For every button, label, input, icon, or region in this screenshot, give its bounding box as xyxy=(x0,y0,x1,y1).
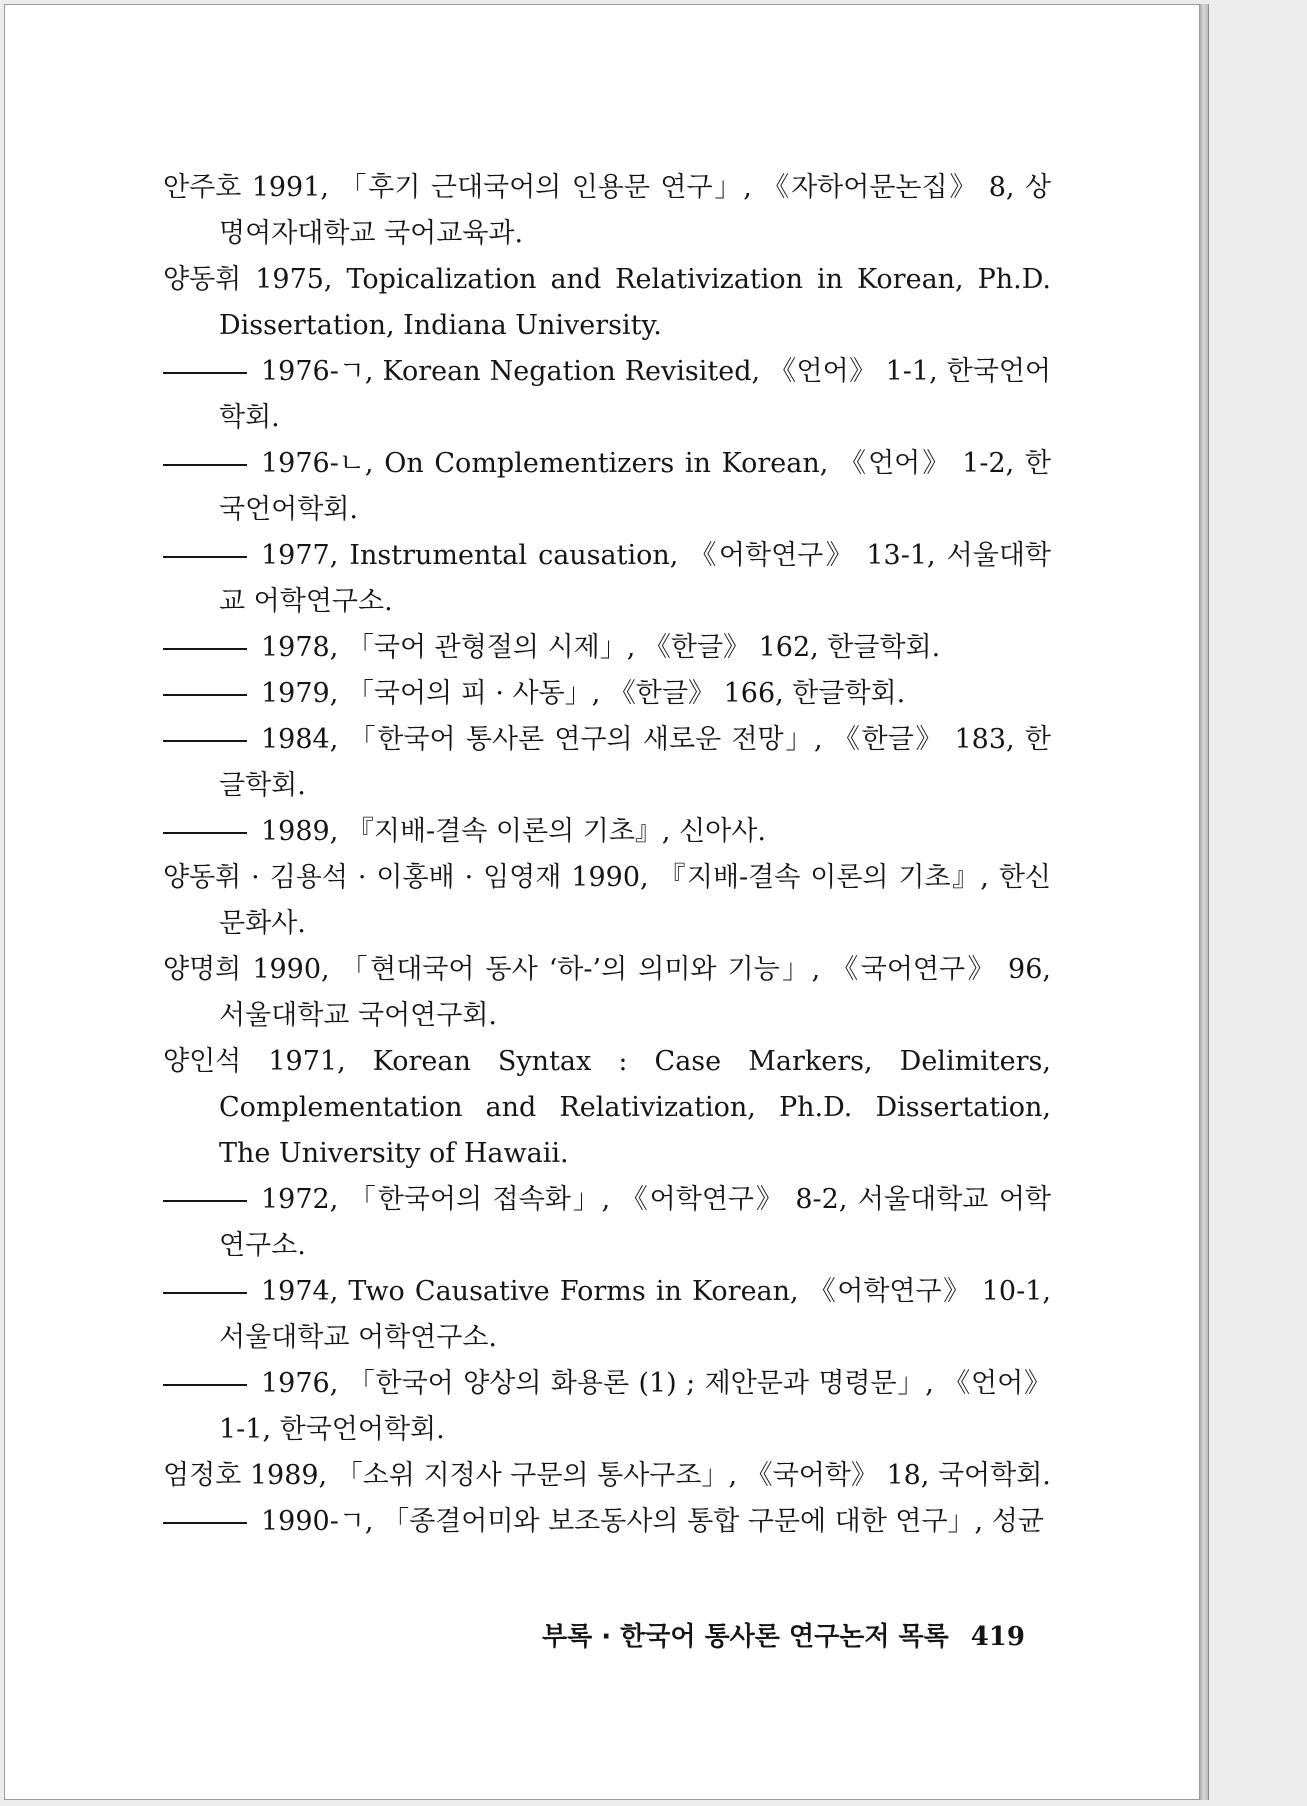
bib-entry xyxy=(163,717,1051,809)
bib-entry xyxy=(163,809,1051,855)
ditto-dash xyxy=(163,372,247,374)
page-stack-edge xyxy=(1200,4,1209,1800)
bib-text: 1990, 『지배-결속 이론의 기초』, 한신문화사. xyxy=(219,862,1051,939)
bib-entry xyxy=(163,165,1051,257)
bib-author: 양명희 xyxy=(163,954,242,985)
bib-entry xyxy=(163,533,1051,625)
bib-text: 1990, 「현대국어 동사 ‘하-’의 의미와 기능」, 《국어연구》 96, 서울대학교 국어연구회. xyxy=(219,954,1051,1031)
bib-text: 1976-ㄱ, Korean Negation Revisited, 《언어》 1-1, 한국언어학회. xyxy=(219,356,1051,433)
page-number: 419 xyxy=(970,1622,1025,1652)
bib-text: 1976, 「한국어 양상의 화용론 (1) ; 제안문과 명령문」, 《언어》 1-1, 한국언어학회. xyxy=(219,1368,1051,1445)
bib-entry xyxy=(163,1039,1051,1177)
bibliography-list xyxy=(163,165,1051,1545)
bib-text: 1978, 「국어 관형절의 시제」, 《한글》 162, 한글학회. xyxy=(261,632,941,663)
ditto-dash xyxy=(163,1292,247,1294)
ditto-dash xyxy=(163,740,247,742)
ditto-dash xyxy=(163,1384,247,1386)
ditto-dash xyxy=(163,1522,247,1524)
ditto-dash xyxy=(163,694,247,696)
bib-author: 양인석 xyxy=(163,1046,242,1077)
bib-entry xyxy=(163,257,1051,349)
bib-entry xyxy=(163,1177,1051,1269)
bib-entry xyxy=(163,441,1051,533)
bib-text: 1975, Topicalization and Relativization in Korean, Ph.D. Dissertation, Indiana University. xyxy=(219,264,1051,341)
bib-entry xyxy=(163,1499,1051,1545)
bib-entry xyxy=(163,947,1051,1039)
running-head: 부록 · 한국어 통사론 연구논저 목록 xyxy=(541,1622,949,1652)
bib-author: 양동휘 xyxy=(163,264,242,295)
bib-text: 1991, 「후기 근대국어의 인용문 연구」, 《자하어문논집》 8, 상명여자대학교 국어교육과. xyxy=(219,172,1051,249)
ditto-dash xyxy=(163,648,247,650)
bib-text: 1989, 「소위 지정사 구문의 통사구조」, 《국어학》 18, 국어학회. xyxy=(249,1460,1051,1491)
bib-text: 1976-ㄴ, On Complementizers in Korean, 《언어》 1-2, 한국언어학회. xyxy=(219,448,1051,525)
ditto-dash xyxy=(163,464,247,466)
bib-entry xyxy=(163,855,1051,947)
bib-text: 1990-ㄱ, 「종결어미와 보조동사의 통합 구문에 대한 연구」, 성균 xyxy=(261,1506,1044,1537)
bib-text: 1974, Two Causative Forms in Korean, 《어학연구》 10-1, 서울대학교 어학연구소. xyxy=(219,1276,1051,1353)
bib-entry xyxy=(163,1453,1051,1499)
bib-text: 1979, 「국어의 피 · 사동」, 《한글》 166, 한글학회. xyxy=(261,678,906,709)
bib-text: 1977, Instrumental causation, 《어학연구》 13-1, 서울대학교 어학연구소. xyxy=(219,540,1051,617)
bib-entry xyxy=(163,625,1051,671)
bib-entry xyxy=(163,1269,1051,1361)
bib-author: 안주호 xyxy=(163,172,242,203)
bib-entry xyxy=(163,1361,1051,1453)
ditto-dash xyxy=(163,832,247,834)
book-page xyxy=(4,4,1200,1800)
bib-author: 양동휘 · 김용석 · 이홍배 · 임영재 xyxy=(163,862,562,893)
page-footer xyxy=(525,1617,1025,1657)
bib-entry xyxy=(163,671,1051,717)
bib-author: 엄정호 xyxy=(163,1460,242,1491)
ditto-dash xyxy=(163,556,247,558)
bib-text: 1971, Korean Syntax : Case Markers, Delimiters, Complementation and Relativization, Ph.D. Dissertation, The University of Hawaii. xyxy=(219,1046,1051,1169)
bib-text: 1989, 『지배-결속 이론의 기초』, 신아사. xyxy=(261,816,766,847)
ditto-dash xyxy=(163,1200,247,1202)
bib-text: 1984, 「한국어 통사론 연구의 새로운 전망」, 《한글》 183, 한글학회. xyxy=(219,724,1051,801)
bib-entry xyxy=(163,349,1051,441)
bib-text: 1972, 「한국어의 접속화」, 《어학연구》 8-2, 서울대학교 어학연구소. xyxy=(219,1184,1051,1261)
